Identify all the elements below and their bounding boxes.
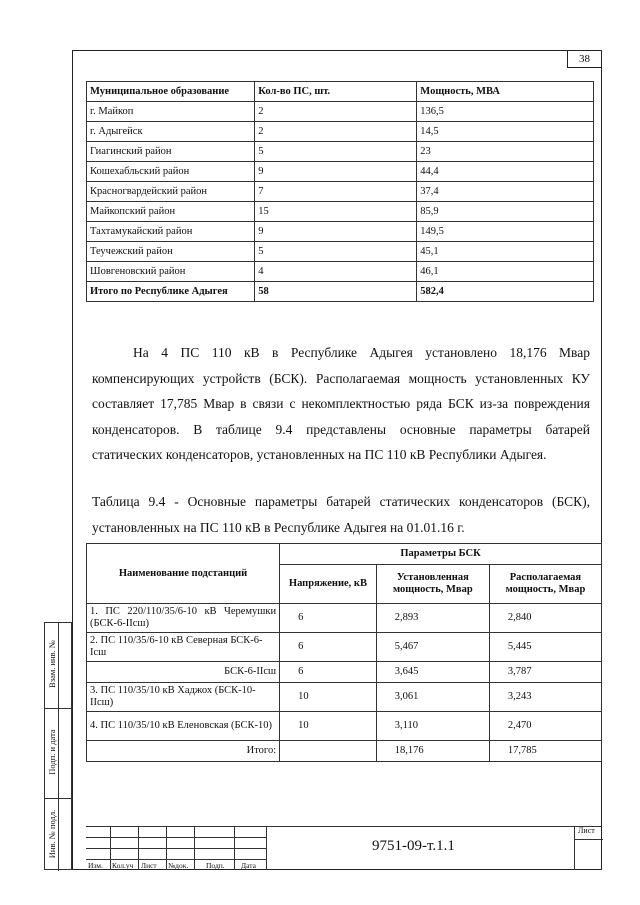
cell-count: 7 [255,182,417,202]
table-row [87,182,594,202]
table-row [87,683,602,712]
cell-installed: 3,645 [376,662,489,683]
cell-voltage: 10 [280,683,377,712]
header-available-capacity: Располагаемая мощность, Мвар [489,565,601,604]
cell-count: 9 [255,162,417,182]
cell-available: 3,243 [489,683,601,712]
cell-capacity: 136,5 [417,102,594,122]
cell-substation-name: 3. ПС 110/35/10 кВ Хаджох (БСК-10-IIсш) [87,683,280,712]
table-caption: Таблица 9.4 - Основные параметры батарей статических конденсаторов (БСК), установленных на ПС 110 кВ в Республике Адыгея на 01.01.16 г. [92,494,590,535]
cell-voltage: 10 [280,712,377,741]
table-total-row [87,741,602,762]
table-row [87,262,594,282]
header-municipality: Муниципальное образование [87,82,255,102]
cell-municipality: Тахтамукайский район [87,222,255,242]
table-row [87,162,594,182]
table-row [87,242,594,262]
header-substation-name: Наименование подстанций [87,544,280,604]
table-row [87,102,594,122]
body-paragraph: На 4 ПС 110 кВ в Республике Адыгея установлено 18,176 Мвар компенсирующих устройств (БСК). Располагаемая мощность установленных КУ составляет 17,785 Мвар в связи с некомплектностью ряда БСК из-за повреждения конденсаторов. В таблице 9.4 представлены основные параметры батарей статических конденсаторов, установленных на ПС 110 кВ Республики Адыгея. [92,345,590,462]
cell-substation-name: БСК-6-IIсш [87,662,280,683]
table-row [87,604,602,633]
label-signature: Подп. [206,861,225,870]
cell-count: 5 [255,142,417,162]
cell-voltage: 6 [280,633,377,662]
side-label-replacement-inv: Взам. инв. № [47,640,57,688]
header-voltage: Напряжение, кВ [280,565,377,604]
cell-count: 15 [255,202,417,222]
cell-municipality: Красногвардейский район [87,182,255,202]
cell-available: 5,445 [489,633,601,662]
cell-total-available: 17,785 [489,741,601,762]
cell-count: 4 [255,262,417,282]
table-header-row [87,82,594,102]
cell-capacity: 46,1 [417,262,594,282]
cell-municipality: Майкопский район [87,202,255,222]
cell-voltage: 6 [280,662,377,683]
table-row [87,122,594,142]
table-row [87,712,602,741]
cell-installed: 2,893 [376,604,489,633]
label-date: Дата [241,861,256,870]
table-row [87,633,602,662]
label-count: Кол.уч [112,861,134,870]
cell-available: 2,470 [489,712,601,741]
cell-available: 3,787 [489,662,601,683]
label-change: Изм. [88,861,103,870]
table-row [87,202,594,222]
header-bsk-parameters: Параметры БСК [280,544,602,565]
cell-installed: 3,110 [376,712,489,741]
side-label-signature-date: Подп. и дата [47,729,57,775]
cell-capacity: 37,4 [417,182,594,202]
municipal-substations-table [86,81,594,302]
sheet-label: Лист [578,826,595,835]
cell-substation-name: 1. ПС 220/110/35/6-10 кВ Черемушки (БСК-6-IIсш) [87,604,280,633]
label-doc-no: №док. [168,861,189,870]
cell-municipality: г. Адыгейск [87,122,255,142]
cell-capacity: 14,5 [417,122,594,142]
cell-municipality: Гиагинский район [87,142,255,162]
cell-total-capacity: 582,4 [417,282,594,302]
cell-available: 2,840 [489,604,601,633]
cell-voltage: 6 [280,604,377,633]
cell-count: 2 [255,102,417,122]
cell-installed: 3,061 [376,683,489,712]
header-substation-count: Кол-во ПС, шт. [255,82,417,102]
table-row [87,222,594,242]
cell-capacity: 45,1 [417,242,594,262]
cell-municipality: г. Майкоп [87,102,255,122]
cell-total-label: Итого: [87,741,280,762]
document-code: 9751-09-т.1.1 [372,838,455,854]
header-installed-capacity: Установленная мощность, Мвар [376,565,489,604]
cell-capacity: 149,5 [417,222,594,242]
cell-total-installed: 18,176 [376,741,489,762]
cell-substation-name: 2. ПС 110/35/6-10 кВ Северная БСК-6-Iсш [87,633,280,662]
label-sheet: Лист [141,861,157,870]
cell-count: 2 [255,122,417,142]
cell-municipality: Теучежский район [87,242,255,262]
cell-municipality: Шовгеновский район [87,262,255,282]
cell-installed: 5,467 [376,633,489,662]
cell-total-count: 58 [255,282,417,302]
table-row [87,662,602,683]
table-row [87,142,594,162]
cell-total-label: Итого по Республике Адыгея [87,282,255,302]
cell-substation-name: 4. ПС 110/35/10 кВ Еленовская (БСК-10) [87,712,280,741]
capacitor-banks-table [86,543,602,762]
page-number: 38 [567,50,602,68]
cell-capacity: 23 [417,142,594,162]
header-capacity: Мощность, МВА [417,82,594,102]
side-label-original-inv: Инв. № подл. [47,809,57,859]
side-stamp [44,622,72,870]
table-header-row [87,544,602,565]
cell-count: 5 [255,242,417,262]
cell-capacity: 85,9 [417,202,594,222]
cell-total-voltage [280,741,377,762]
table-total-row [87,282,594,302]
cell-capacity: 44,4 [417,162,594,182]
cell-count: 9 [255,222,417,242]
cell-municipality: Кошехабльский район [87,162,255,182]
